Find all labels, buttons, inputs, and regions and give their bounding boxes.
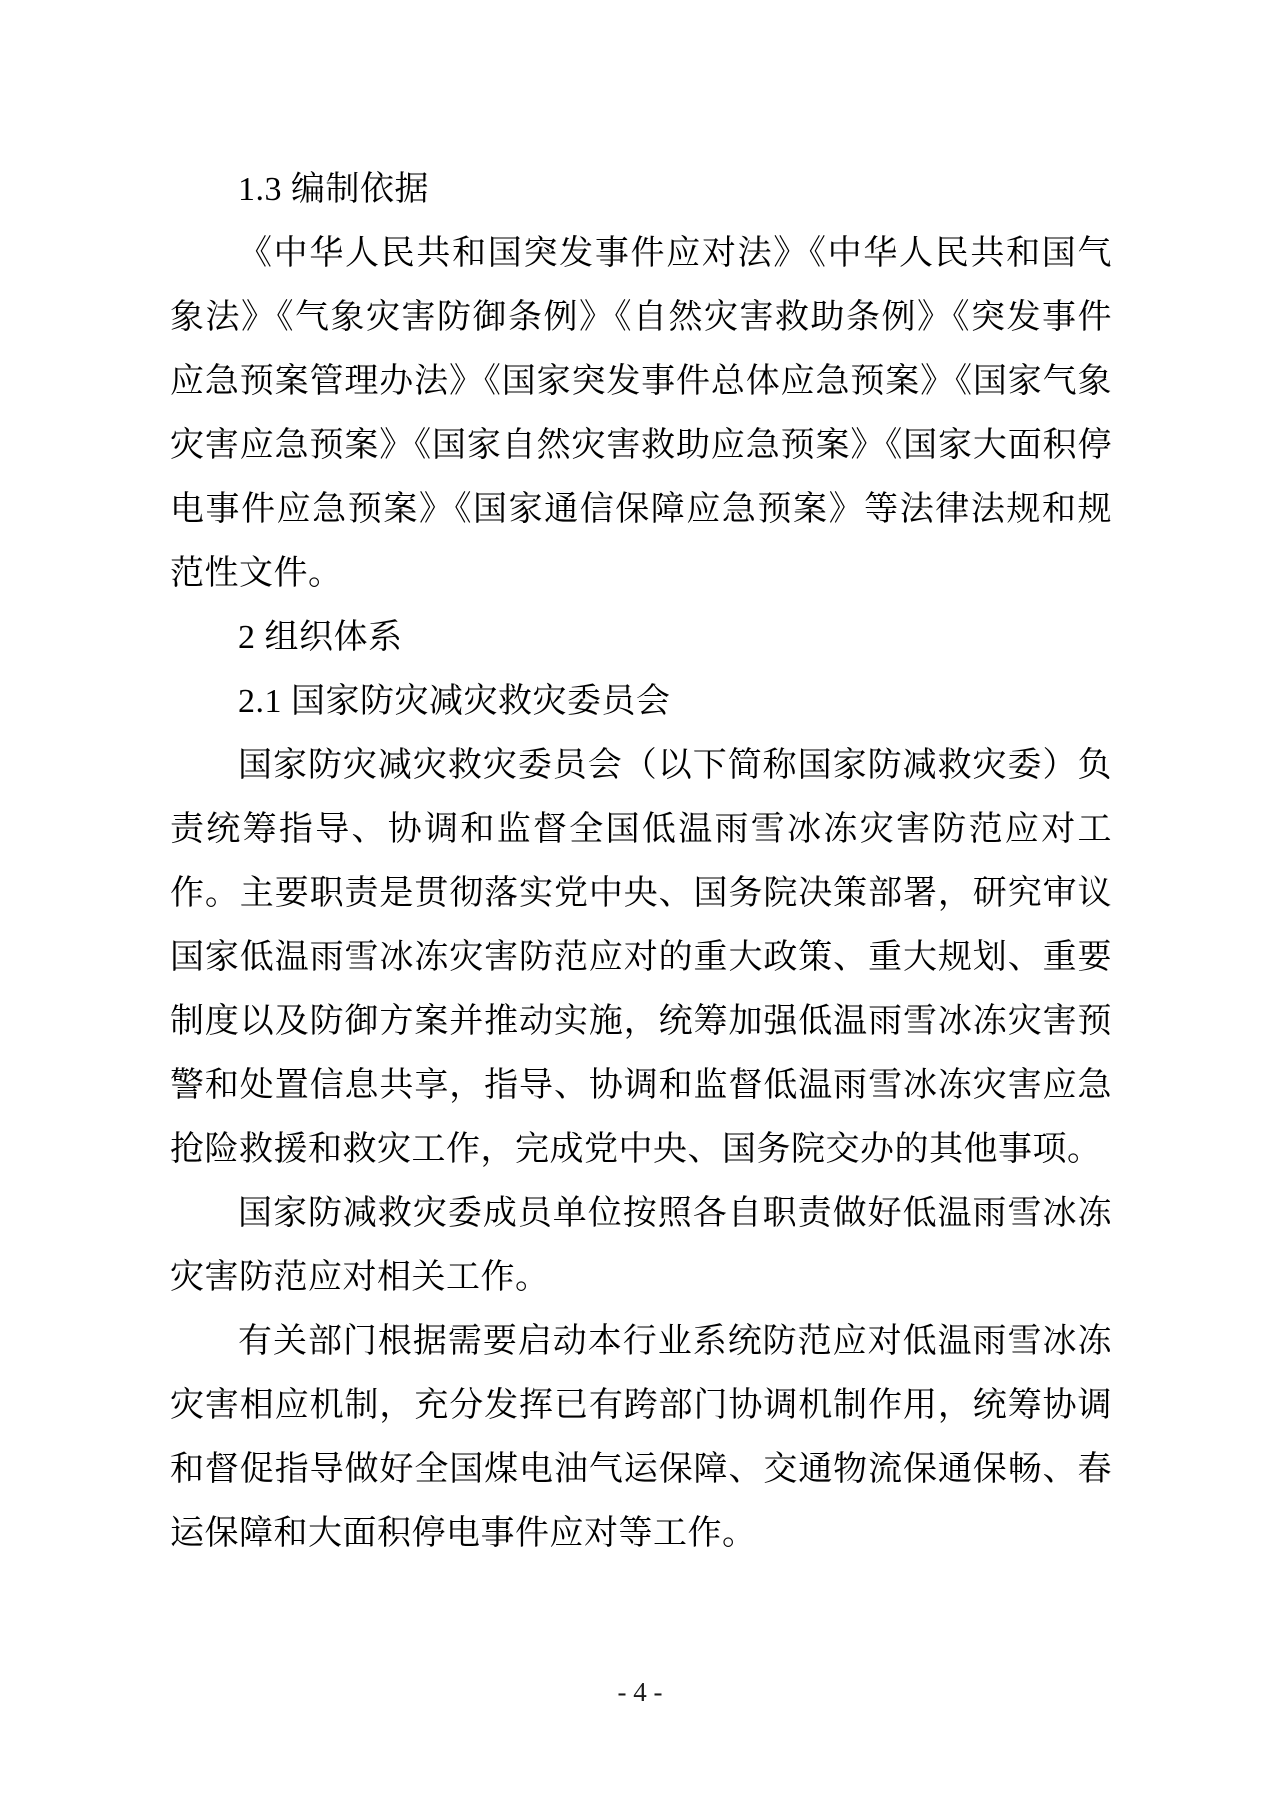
paragraph-member-units: 国家防减救灾委成员单位按照各自职责做好低温雨雪冰冻灾害防范应对相关工作。 [170, 1195, 1112, 1296]
heading-section-2: 2 组织体系 [238, 619, 403, 656]
heading-section-1-3: 1.3 编制依据 [238, 171, 429, 208]
document-body [170, 158, 1112, 1566]
paragraph-committee-duties: 国家防灾减灾救灾委员会（以下简称国家防减救灾委）负责统筹指导、协调和监督全国低温雨雪冰冻灾害防范应对工作。主要职责是贯彻落实党中央、国务院决策部署，研究审议国家低温雨雪冰冻灾害防范应对的重大政策、重大规划、重要制度以及防御方案并推动实施，统筹加强低温雨雪冰冻灾害预警和处置信息共享，指导、协调和监督低温雨雪冰冻灾害应急抢险救援和救灾工作，完成党中央、国务院交办的其他事项。 [170, 747, 1112, 1168]
paragraph-legal-basis: 《中华人民共和国突发事件应对法》《中华人民共和国气象法》《气象灾害防御条例》《自然灾害救助条例》《突发事件应急预案管理办法》《国家突发事件总体应急预案》《国家气象灾害应急预案》《国家自然灾害救助应急预案》《国家大面积停电事件应急预案》《国家通信保障应急预案》等法律法规和规范性文件。 [170, 235, 1112, 592]
heading-section-2-1: 2.1 国家防灾减灾救灾委员会 [238, 683, 671, 720]
page-number: - 4 - [617, 1677, 663, 1707]
paragraph-related-departments: 有关部门根据需要启动本行业系统防范应对低温雨雪冰冻灾害相应机制，充分发挥已有跨部门协调机制作用，统筹协调和督促指导做好全国煤电油气运保障、交通物流保通保畅、春运保障和大面积停电事件应对等工作。 [170, 1323, 1112, 1552]
